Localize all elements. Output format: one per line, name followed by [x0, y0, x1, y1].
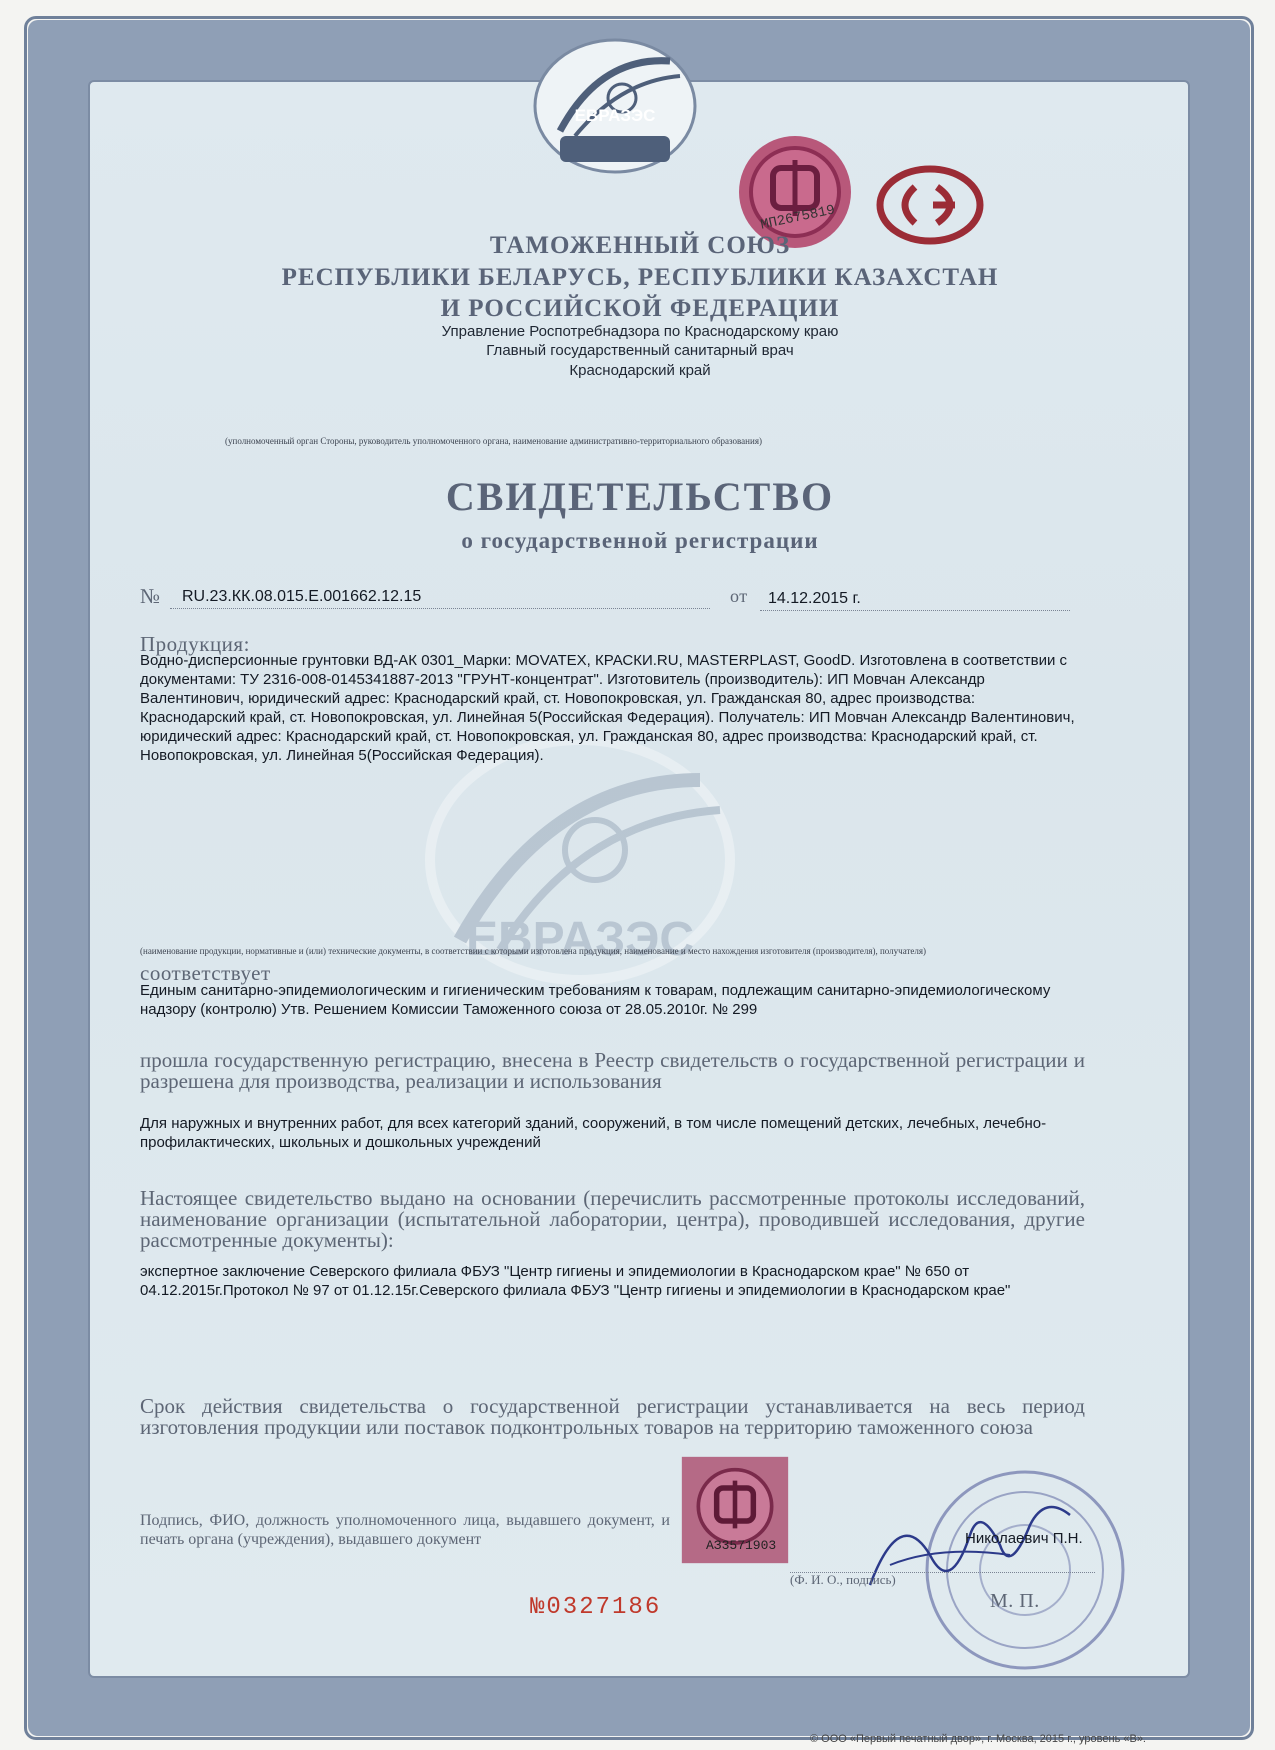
document-subtitle: о государственной регистрации [461, 528, 819, 553]
registration-number: RU.23.КК.08.015.Е.001662.12.15 [182, 588, 422, 605]
header-line-3: И РОССИЙСКОЙ ФЕДЕРАЦИИ [440, 295, 840, 322]
header-line-1: ТАМОЖЕННЫЙ СОЮЗ [489, 232, 791, 259]
hologram-bottom-code: АЗ3571903 [706, 1538, 777, 1553]
authority-line-3: Краснодарский край [569, 362, 711, 379]
conforms-label: соответствует [140, 961, 271, 985]
header-line-2: РЕСПУБЛИКИ БЕЛАРУСЬ, РЕСПУБЛИКИ КАЗАХСТАН [281, 264, 999, 291]
emblem-text: ЕВРАЗЭС [574, 106, 656, 125]
product-caption: (наименование продукции, нормативные и (или) технические документы, в соответствии с которыми изготовлена продукция, наименование и место нахождения изготовителя (производителя), получателя) [140, 946, 927, 956]
printer-footer: © ООО «Первый печатный двор», г. Москва, 2015 г., уровень «В». [810, 1733, 1146, 1745]
number-underline [170, 608, 710, 609]
mp-label: М. П. [990, 1590, 1040, 1612]
product-label: Продукция: [140, 632, 250, 656]
registered-label: прошла государственную регистрацию, внесена в Реестр свидетельств о государственной регистрации и разрешена для производства, реализации и использования [140, 1048, 1085, 1093]
registration-date: 14.12.2015 г. [768, 590, 861, 607]
svg-text:ЕВРАЗЭС: ЕВРАЗЭС [465, 913, 695, 966]
document-title: СВИДЕТЕЛЬСТВО [445, 474, 835, 519]
basis-text: экспертное заключение Северского филиала ФБУЗ "Центр гигиены и эпидемиологии в Краснодарском крае" № 650 от 04.12.2015г.Протокол № 97 от 01.12.15г.Северского филиала ФБУЗ "Центр гигиены и эпидемиологии в Краснодарском крае" [140, 1263, 1011, 1299]
registration-no-label: № [140, 584, 161, 608]
basis-label: Настоящее свидетельство выдано на основании (перечислить рассмотренные протоколы исследований, наименование организации (испытательной лаборатории, центра), проводившей исследования, другие рассмотренные документы): [140, 1186, 1085, 1252]
registration-date-label: от [730, 586, 748, 606]
date-underline [760, 610, 1070, 611]
hologram-top-code: МП2675819 [759, 202, 837, 234]
registered-text: Для наружных и внутренних работ, для всех категорий зданий, сооружений, в том числе помещений детских, лечебных, лечебно-профилактических, школьных и дошкольных учреждений [140, 1115, 1047, 1151]
signature-label: Подпись, ФИО, должность уполномоченного лица, выдавшего документ, и печать органа (учреждения), выдавшего документ [140, 1512, 670, 1548]
validity-text: Срок действия свидетельства о государственной регистрации устанавливается на весь период изготовления продукции или поставок подконтрольных товаров на территорию таможенного союза [140, 1394, 1085, 1439]
form-number: №0327186 [530, 1594, 662, 1621]
signatory-name: Николаевич П.Н. [965, 1530, 1083, 1547]
conforms-text: Единым санитарно-эпидемиологическим и гигиеническим требованиям к товарам, подлежащим санитарно-эпидемиологическому надзору (контролю) Утв. Решением Комиссии Таможенного союза от 28.05.2010г. № 299 [140, 982, 1051, 1018]
authority-caption: (уполномоченный орган Стороны, руководитель уполномоченного органа, наименование административно-территориального образования) [225, 436, 762, 446]
product-text: Водно-дисперсионные грунтовки ВД-АК 0301_Марки: MOVATEX, КРАСКИ.RU, MASTERPLAST, GoodD. Изготовлена в соответствии с документами: ТУ 2316-008-0145341887-2013 "ГРУНТ-концентрат". Изготовитель (производитель): ИП Мовчан Александр Валентинович, юридический адрес: Краснодарский край, ст. Новопокровская, ул. Гражданская 80, адрес производства: Краснодарский край, ст. Новопокровская, ул. Линейная 5(Российская Федерация). Получатель: ИП Мовчан Александр Валентинович, юридический адрес: Краснодарский край, ст. Новопокровская, ул. Гражданская 80, адрес производства: Краснодарский край, ст. Новопокровская, ул. Линейная 5(Российская Федерация). [140, 652, 1075, 764]
fio-caption: (Ф. И. О., подпись) [790, 1572, 896, 1587]
authority-line-2: Главный государственный санитарный врач [486, 342, 794, 359]
authority-line-1: Управление Роспотребнадзора по Краснодарскому краю [441, 323, 839, 340]
